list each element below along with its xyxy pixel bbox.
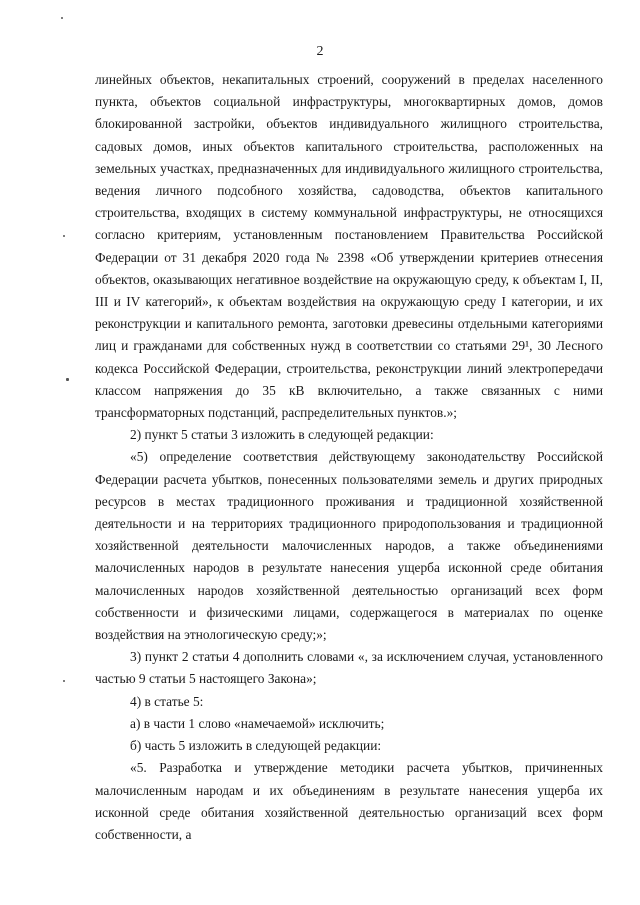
paragraph-quoted-item-5: «5) определение соответствия действующему законодательству Российской Федерации расчета убытков, понесенных пользователями земель и других природных ресурсов в местах традиционного проживания и традиционной хозяйственной деятельности и на территориях традиционного природопользования и традиционной хозяйственной деятельности малочисленных народов, а также объединениями малочисленных народов в результате нанесения ущерба исконной среде обитания малочисленных народов хозяйственной деятельностью организаций всех форм собственности и физическими лицами, содержащегося в материалах по оценке воздействия на этнологическую среду;»; (95, 449, 603, 643)
paragraph-continuation: линейных объектов, некапитальных строений, сооружений в пределах населенного пункта, объектов социальной инфраструктуры, многоквартирных домов, домов блокированной застройки, объектов индивидуального жилищного строительства, садовых домов, иных объектов капитального строительства, расположенных на земельных участках, предназначенных для индивидуального жилищного строительства, ведения личного подсобного хозяйства, садоводства, объектов капитального строительства, входящих в систему коммунальной инфраструктуры, не относящихся согласно критериям, установленным постановлением Правительства Российской Федерации от 31 декабря 2020 года № 2398 «Об утверждении критериев отнесения объектов, оказывающих негативное воздействие на окружающую среду, к объектам I, II, III и IV категорий», к объектам воздействия на окружающую среду I категории, и их реконструкции и капитального ремонта, заготовки древесины отдельными категориями лиц и гражданами для собственных нужд в соответствии со статьями 29¹, 30 Лесного кодекса Российской Федерации, строительства, реконструкции линий электропередачи классом напряжения до 35 кВ включительно, а также связанных с ними трансформаторных подстанций, распределительных пунктов.»; (95, 72, 603, 421)
paragraph-subitem-b: б) часть 5 изложить в следующей редакции: (130, 738, 382, 754)
paragraph-subitem-a: а) в части 1 слово «намечаемой» исключить; (130, 715, 385, 731)
scan-speck (66, 378, 69, 381)
scan-speck (63, 680, 65, 682)
page-number: 2 (316, 44, 324, 59)
paragraph-item-3: 3) пункт 2 статьи 4 дополнить словами «, за исключением случая, установленного частью 9 статьи 5 настоящего Закона»; (95, 649, 603, 687)
document-body (95, 69, 603, 846)
scan-speck (61, 17, 63, 19)
paragraph-quoted-part-5: «5. Разработка и утверждение методики расчета убытков, причиненных малочисленным народам и их объединениям в результате нанесения ущерба их исконной среде обитания хозяйственной деятельностью организаций всех форм собственности, а (95, 760, 603, 842)
scan-speck (63, 235, 65, 237)
paragraph-item-2: 2) пункт 5 статьи 3 изложить в следующей редакции: (130, 427, 434, 443)
paragraph-item-4: 4) в статье 5: (130, 693, 204, 709)
